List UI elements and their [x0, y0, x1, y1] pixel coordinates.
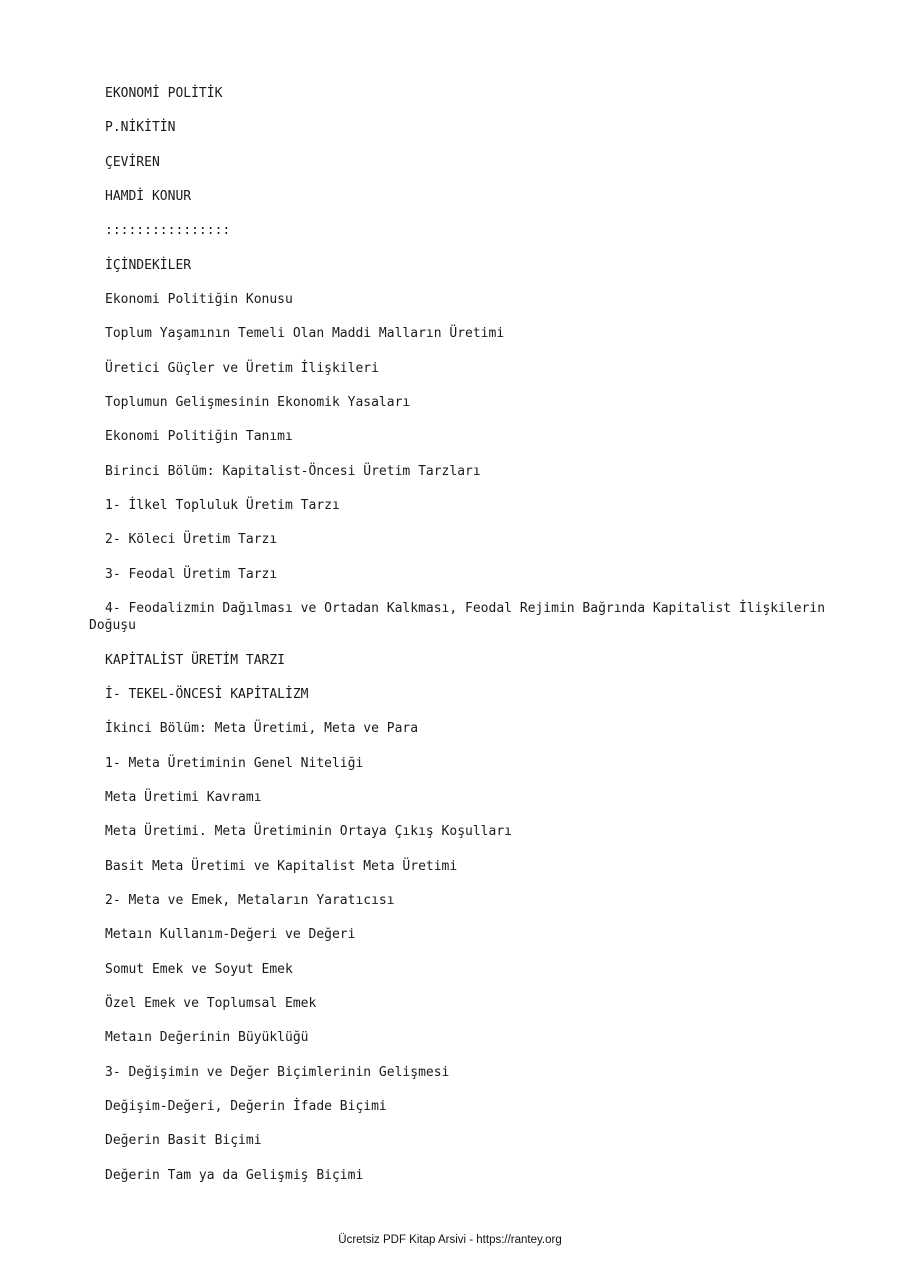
translator-name: HAMDİ KONUR — [105, 189, 192, 205]
toc-entry: KAPİTALİST ÜRETİM TARZI — [105, 652, 286, 668]
toc-entry: Özel Emek ve Toplumsal Emek — [105, 995, 317, 1011]
toc-entry: 2- Köleci Üretim Tarzı — [105, 532, 278, 548]
toc-entry: 2- Meta ve Emek, Metaların Yaratıcısı — [105, 892, 395, 908]
toc-entry: Meta Üretimi Kavramı — [105, 789, 262, 805]
toc-entry: Ekonomi Politiğin Konusu — [105, 292, 293, 308]
toc-entry: İkinci Bölüm: Meta Üretimi, Meta ve Para — [105, 721, 419, 737]
toc-entry: 1- İlkel Topluluk Üretim Tarzı — [105, 498, 340, 514]
toc-entry: Ekonomi Politiğin Tanımı — [105, 429, 293, 445]
toc-entry: Değerin Basit Biçimi — [105, 1133, 262, 1149]
toc-entry: Meta Üretimi. Meta Üretiminin Ortaya Çıkış Koşulları — [105, 824, 512, 840]
page-footer: Ücretsiz PDF Kitap Arsivi - https://rantey.org — [338, 1234, 562, 1246]
translator-label: ÇEVİREN — [105, 154, 160, 170]
toc-entry: Birinci Bölüm: Kapitalist-Öncesi Üretim Tarzları — [105, 463, 481, 479]
toc-entry: 4- Feodalizmin Dağılması ve Ortadan Kalkması, Feodal Rejimin Bağrında Kapitalist İlişkilerin Doğuşu — [89, 601, 833, 634]
toc-entry: Değerin Tam ya da Gelişmiş Biçimi — [105, 1167, 364, 1183]
toc-entry: Basit Meta Üretimi ve Kapitalist Meta Üretimi — [105, 858, 458, 874]
toc-entry: 3- Feodal Üretim Tarzı — [105, 566, 278, 582]
table-of-contents — [89, 85, 849, 1201]
toc-entry: Değişim-Değeri, Değerin İfade Biçimi — [105, 1098, 387, 1114]
toc-entry: 1- Meta Üretiminin Genel Niteliği — [105, 755, 364, 771]
book-title: EKONOMİ POLİTİK — [105, 86, 223, 101]
toc-entry: Üretici Güçler ve Üretim İlişkileri — [105, 360, 379, 376]
toc-entry: Toplum Yaşamının Temeli Olan Maddi Malların Üretimi — [105, 326, 505, 342]
contents-heading: İÇİNDEKİLER — [105, 257, 192, 273]
toc-entry: 3- Değişimin ve Değer Biçimlerinin Gelişmesi — [105, 1064, 450, 1080]
author: P.NİKİTİN — [105, 120, 176, 136]
separator: :::::::::::::::: — [105, 223, 231, 239]
toc-entry: Metaın Kullanım-Değeri ve Değeri — [105, 927, 356, 943]
toc-entry: Somut Emek ve Soyut Emek — [105, 961, 293, 977]
toc-entry: İ- TEKEL-ÖNCESİ KAPİTALİZM — [105, 686, 309, 702]
toc-entry: Toplumun Gelişmesinin Ekonomik Yasaları — [105, 395, 411, 411]
toc-entry: Metaın Değerinin Büyüklüğü — [105, 1030, 309, 1046]
